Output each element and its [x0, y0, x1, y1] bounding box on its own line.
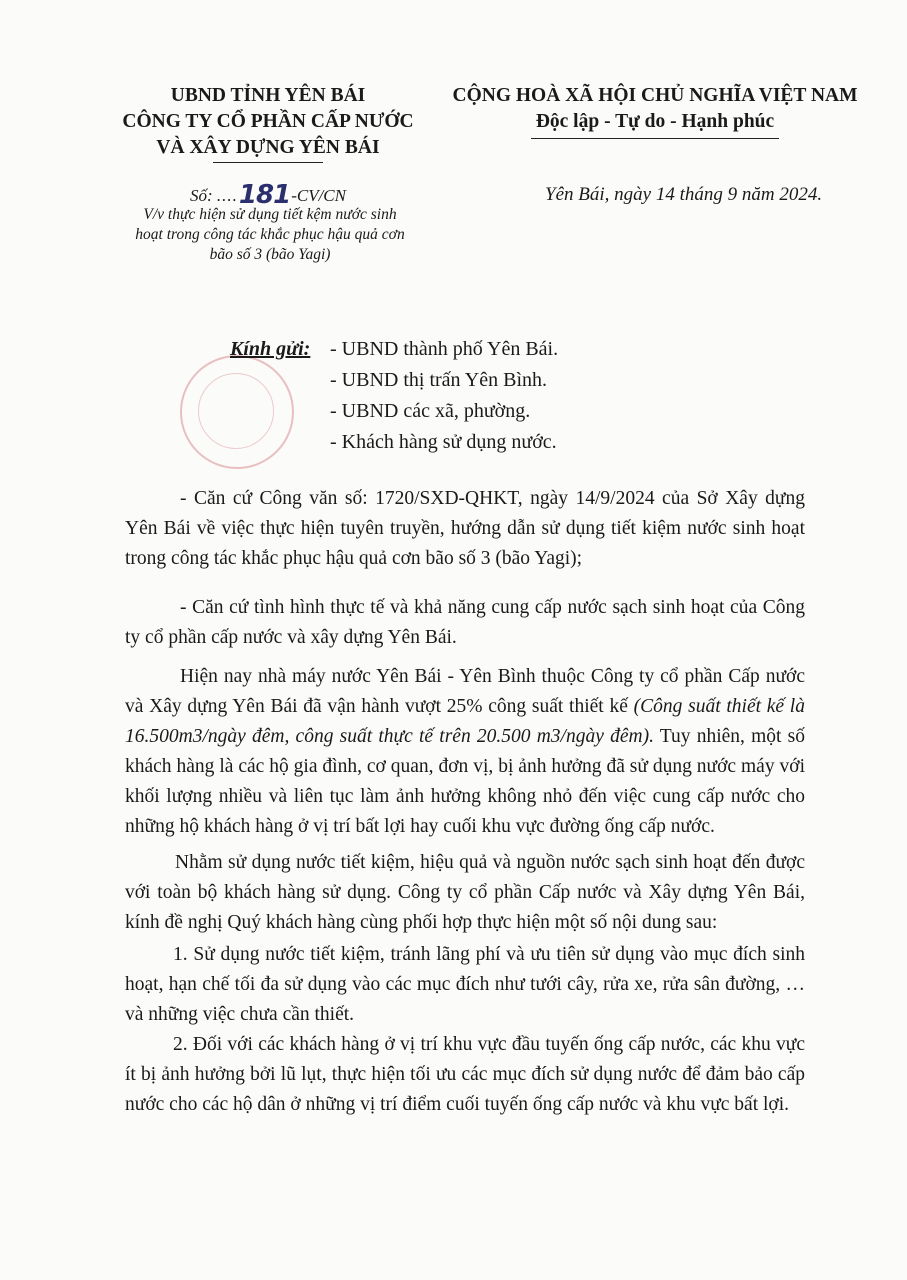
- subject-line-1: V/v thực hiện sử dụng tiết kệm nước sinh: [143, 206, 397, 223]
- issuer-line-3: VÀ XÂY DỰNG YÊN BÁI: [156, 137, 380, 158]
- recipient-item: - UBND thị trấn Yên Bình.: [330, 369, 548, 391]
- recipients-label: Kính gửi:: [230, 338, 311, 360]
- place-date: Yên Bái, ngày 14 tháng 9 năm 2024.: [545, 184, 823, 205]
- document-number: [88, 178, 448, 208]
- situation-text-b: Tuy nhiên, một số khách hàng là các hộ gia đình, cơ quan, đơn vị, bị ảnh hưởng đã sử dụng nước máy với khối lượng nhiều và liên tục làm ảnh hưởng không nhỏ đến việc cung cấp nước cho những hộ khách hàng ở vị trí bất lợi hay cuối khu vực đường ống cấp nước.: [125, 726, 806, 837]
- letter-body: [125, 484, 805, 1120]
- situation-capacity-note: (Công suất thiết kế là 16.500m3/ngày đêm, công suất thực tế trên 20.500 m3/ngày đêm).: [125, 696, 805, 747]
- recipients-block: [230, 334, 558, 458]
- recipient-item: - Khách hàng sử dụng nước.: [330, 431, 557, 453]
- national-header: [445, 83, 865, 139]
- subject-summary: [100, 205, 440, 265]
- doc-number-dots: ....: [216, 186, 238, 205]
- body-paragraph-current-situation: [125, 662, 805, 842]
- issuer-header: [88, 83, 448, 163]
- body-item-2: 2. Đối với các khách hàng ở vị trí khu vực đầu tuyến ống cấp nước, các khu vực ít bị ảnh hưởng bởi lũ lụt, thực hiện tối ưu các mục đích sử dụng nước để đảm bảo cấp nước cho các hộ dân ở những vị trí điểm cuối tuyến ống cấp nước và khu vực bất lợi.: [125, 1034, 805, 1115]
- doc-number-prefix: Số:: [190, 186, 213, 205]
- motto-underline: [531, 138, 779, 139]
- body-item-1: 1. Sử dụng nước tiết kiệm, tránh lãng phí và ưu tiên sử dụng vào mục đích sinh hoạt, hạn chế tối đa sử dụng vào các mục đích như tưới cây, rửa xe, rửa sân đường, … và những việc chưa cần thiết.: [125, 944, 805, 1025]
- national-motto: Độc lập - Tự do - Hạnh phúc: [535, 111, 775, 132]
- subject-line-3: bão số 3 (bão Yagi): [209, 246, 331, 263]
- body-paragraph-request: Nhằm sử dụng nước tiết kiệm, hiệu quả và nguồn nước sạch sinh hoạt đến được với toàn bộ khách hàng sử dụng. Công ty cổ phần Cấp nước và Xây dựng Yên Bái, kính đề nghị Quý khách hàng cùng phối hợp thực hiện một số nội dung sau:: [125, 852, 805, 933]
- recipient-item: - UBND các xã, phường.: [330, 400, 531, 422]
- situation-text-a: Hiện nay nhà máy nước Yên Bái - Yên Bình thuộc Công ty cổ phần Cấp nước và Xây dựng Yên Bái đã vận hành vượt 25% công suất thiết kế: [125, 666, 805, 717]
- recipient-item: - UBND thành phố Yên Bái.: [330, 338, 559, 360]
- national-title: CỘNG HOÀ XÃ HỘI CHỦ NGHĨA VIỆT NAM: [452, 85, 858, 106]
- body-paragraph-basis-1: - Căn cứ Công văn số: 1720/SXD-QHKT, ngày 14/9/2024 của Sở Xây dựng Yên Bái về việc thực hiện tuyên truyền, hướng dẫn sử dụng tiết kiệm nước sinh hoạt trong công tác khắc phục hậu quả cơn bão số 3 (bão Yagi);: [125, 488, 805, 569]
- issuer-underline: [213, 162, 323, 163]
- doc-number-suffix: -CV/CN: [291, 186, 346, 205]
- subject-line-2: hoạt trong công tác khắc phục hậu quả cơn: [135, 226, 405, 243]
- issuer-line-1: UBND TỈNH YÊN BÁI: [170, 85, 366, 106]
- body-paragraph-basis-2: - Căn cứ tình hình thực tế và khả năng cung cấp nước sạch sinh hoạt của Công ty cổ phần cấp nước và xây dựng Yên Bái.: [125, 597, 805, 648]
- issuer-line-2: CÔNG TY CỔ PHẦN CẤP NƯỚC: [122, 111, 414, 132]
- doc-number-handwritten: 181: [238, 180, 291, 210]
